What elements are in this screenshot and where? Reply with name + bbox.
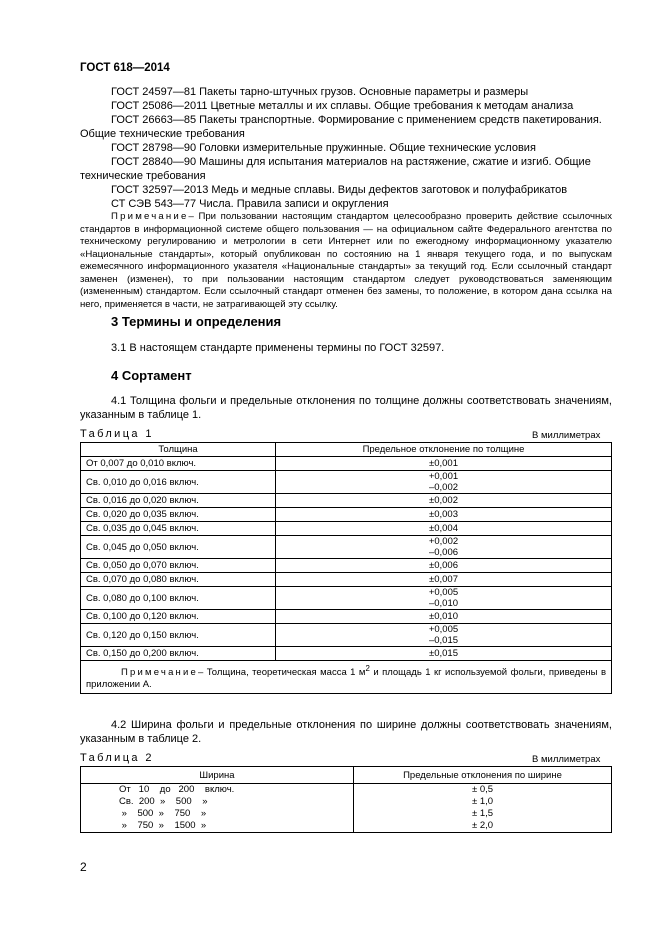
table-1-header-thickness: Толщина	[81, 443, 276, 457]
deviation-cell	[276, 587, 612, 610]
deviation-cell: ±0,015	[276, 647, 612, 661]
thickness-cell: Св. 0,150 до 0,200 включ.	[81, 647, 276, 661]
references-note	[80, 211, 612, 311]
table-row	[81, 559, 612, 573]
deviation-cell: ± 2,0	[354, 820, 612, 833]
note-text: – При пользовании настоящим стандартом целесообразно проверить действие ссылочных стандартов в информационной системе общего пользования — на официальном сайте Федерального агентства по техническому регулированию и метрологии в сети Интернет или по ежегодному информационному указателю «Национальные стандарты», который опубликован по состоянию на 1 января текущего года, и по выпускам ежемесячного информационного указателя «Национальные стандарты» за текущий год. Если ссылочный стандарт заменен (изменен), то при пользовании настоящим стандартом следует руководствоваться заменяющим (измененным) стандартом. Если ссылочный стандарт отменен без замены, то положение, в котором дана ссылка на него, применяется в части, не затрагивающей эту ссылку.	[80, 211, 612, 310]
reference-item: ГОСТ 28798—90 Головки измерительные пружинные. Общие технические условия	[111, 142, 536, 154]
thickness-cell: От 0,007 до 0,010 включ.	[81, 457, 276, 471]
deviation-cell	[276, 471, 612, 494]
thickness-cell: Св. 0,080 до 0,100 включ.	[81, 587, 276, 610]
section-3-title: 3 Термины и определения	[111, 314, 282, 329]
deviation-cell	[276, 536, 612, 559]
deviation-cell	[276, 624, 612, 647]
deviation-cell: ±0,006	[276, 559, 612, 573]
table-row	[81, 457, 612, 471]
deviation-minus: –0,006	[428, 547, 459, 558]
table-row	[81, 536, 612, 559]
deviation-minus: –0,015	[428, 635, 459, 646]
paragraph-4-2-text: 4.2 Ширина фольги и предельные отклонения по ширине должны соответствовать значениям, указанным в таблице 2.	[80, 719, 612, 745]
note-superscript: 2	[365, 664, 370, 673]
table-row	[81, 494, 612, 508]
table-row	[81, 808, 612, 820]
table-row	[81, 624, 612, 647]
page-number: 2	[80, 860, 87, 874]
deviation-minus: –0,010	[428, 598, 459, 609]
deviation-plus: +0,002	[428, 536, 459, 547]
deviation-minus: –0,002	[428, 482, 459, 493]
deviation-cell: ± 1,0	[354, 796, 612, 808]
deviation-cell: ± 0,5	[354, 784, 612, 797]
thickness-cell: Св. 0,050 до 0,070 включ.	[81, 559, 276, 573]
width-cell: От 10 до 200 включ.	[81, 784, 354, 797]
deviation-cell: ±0,010	[276, 610, 612, 624]
reference-item: ГОСТ 26663—85 Пакеты транспортные. Формирование с применением средств пакетирования. Общие технические требования	[80, 114, 602, 140]
deviation-plus: +0,005	[428, 624, 459, 635]
reference-item: ГОСТ 25086—2011 Цветные металлы и их сплавы. Общие требования к методам анализа	[111, 100, 574, 112]
thickness-cell: Св. 0,045 до 0,050 включ.	[81, 536, 276, 559]
width-cell: Св. 200 » 500 »	[81, 796, 354, 808]
table-row	[81, 587, 612, 610]
deviation-cell: ±0,003	[276, 508, 612, 522]
table-1-note-row	[81, 661, 612, 694]
table-row	[81, 471, 612, 494]
section-3-paragraph: 3.1 В настоящем стандарте применены термины по ГОСТ 32597.	[111, 342, 445, 354]
table-1-header-deviation: Предельное отклонение по толщине	[276, 443, 612, 457]
reference-item: ГОСТ 24597—81 Пакеты тарно-штучных грузов. Основные параметры и размеры	[111, 86, 529, 98]
note-label: Примечание	[111, 211, 189, 222]
table-row	[81, 522, 612, 536]
reference-item: ГОСТ 28840—90 Машины для испытания материалов на растяжение, сжатие и изгиб. Общие технические требования	[80, 156, 591, 182]
table-row	[81, 820, 612, 833]
width-cell: » 750 » 1500 »	[81, 820, 354, 833]
deviation-plus: +0,001	[428, 471, 459, 482]
thickness-cell: Св. 0,020 до 0,035 включ.	[81, 508, 276, 522]
deviation-cell: ±0,001	[276, 457, 612, 471]
note-label: Примечание	[121, 667, 198, 679]
table-2-unit: В миллиметрах	[532, 754, 601, 765]
deviation-cell: ±0,004	[276, 522, 612, 536]
deviation-plus: +0,005	[428, 587, 459, 598]
deviation-cell: ± 1,5	[354, 808, 612, 820]
deviation-cell: ±0,007	[276, 573, 612, 587]
table-row	[81, 796, 612, 808]
note-text: – Толщина, теоретическая масса 1 м	[198, 667, 366, 679]
table-1-note	[81, 661, 612, 694]
width-cell: » 500 » 750 »	[81, 808, 354, 820]
thickness-cell: Св. 0,016 до 0,020 включ.	[81, 494, 276, 508]
thickness-cell: Св. 0,010 до 0,016 включ.	[81, 471, 276, 494]
paragraph-4-1	[80, 394, 612, 422]
table-row	[81, 508, 612, 522]
deviation-cell: ±0,002	[276, 494, 612, 508]
thickness-cell: Св. 0,100 до 0,120 включ.	[81, 610, 276, 624]
thickness-cell: Св. 0,120 до 0,150 включ.	[81, 624, 276, 647]
table-2-header-deviation: Предельные отклонения по ширине	[354, 767, 612, 784]
document-header: ГОСТ 618—2014	[80, 62, 170, 74]
table-2-caption: Таблица 2	[80, 752, 154, 764]
reference-item: ГОСТ 32597—2013 Медь и медные сплавы. Виды дефектов заготовок и полуфабрикатов	[111, 184, 568, 196]
table-row	[81, 573, 612, 587]
reference-item: СТ СЭВ 543—77 Числа. Правила записи и округления	[111, 198, 389, 210]
thickness-cell: Св. 0,070 до 0,080 включ.	[81, 573, 276, 587]
paragraph-4-2	[80, 718, 612, 746]
table-row	[81, 647, 612, 661]
thickness-cell: Св. 0,035 до 0,045 включ.	[81, 522, 276, 536]
table-2-header-width: Ширина	[81, 767, 354, 784]
note-text: и площадь 1 кг используемой фольги, приведены в приложении А.	[86, 667, 606, 691]
reference-list	[80, 85, 612, 211]
table-1-unit: В миллиметрах	[532, 430, 601, 441]
table-2	[80, 766, 612, 833]
table-row	[81, 610, 612, 624]
table-row	[81, 784, 612, 797]
section-4-title: 4 Сортамент	[111, 368, 192, 383]
paragraph-4-1-text: 4.1 Толщина фольги и предельные отклонения по толщине должны соответствовать значениям, указанным в таблице 1.	[80, 395, 612, 421]
table-1-caption: Таблица 1	[80, 428, 154, 440]
table-1	[80, 442, 612, 694]
